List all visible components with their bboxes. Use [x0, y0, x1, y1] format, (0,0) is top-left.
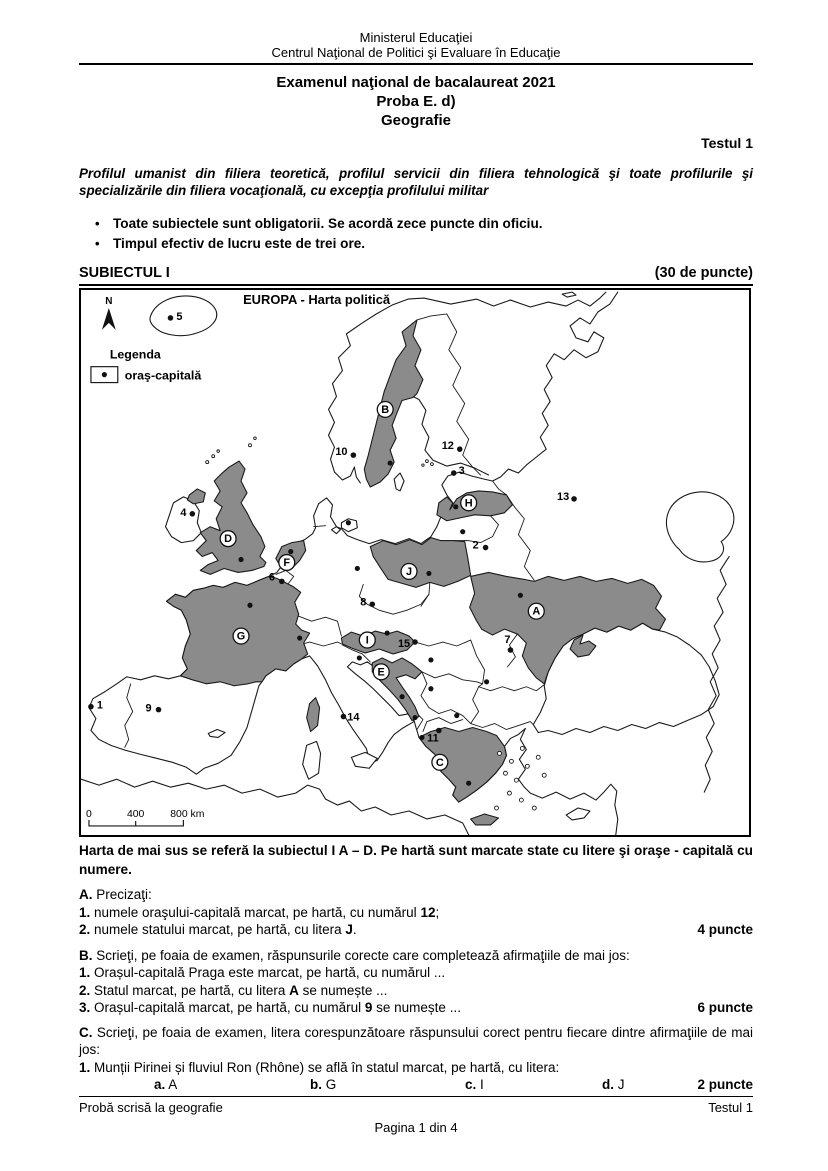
map-number-9: 9 [145, 702, 152, 715]
item-number: 1. [79, 965, 91, 980]
instruction-item [79, 214, 753, 234]
instructions [79, 214, 753, 254]
map-number-15: 15 [397, 638, 411, 651]
footer-left: Probă scrisă la geografie [79, 1100, 223, 1115]
map-number-6: 6 [268, 571, 275, 584]
section-c [79, 1024, 753, 1095]
scale-400: 400 [126, 808, 145, 820]
bullet-icon: • [95, 236, 100, 251]
ministry-line2: Centrul Naţional de Politici şi Evaluare în Educaţie [271, 45, 561, 60]
map-number-4: 4 [180, 506, 187, 519]
section-a-heading [79, 886, 753, 904]
europe-map [79, 288, 751, 837]
map-number-1: 1 [96, 699, 103, 712]
option-key: c. [465, 1077, 477, 1092]
points-badge: 2 puncte [697, 1077, 753, 1092]
map-letter-F: F [283, 556, 291, 569]
capital-dot-bucharest [484, 679, 489, 684]
option-value: I [476, 1077, 484, 1092]
capital-dot-london [238, 557, 243, 562]
item-number: 3. [79, 1000, 91, 1015]
points-badge: 6 puncte [697, 1000, 753, 1015]
capital-dot-2 [483, 545, 489, 551]
section-b-item-2 [79, 982, 753, 1000]
exam-title-line3: Geografie [380, 112, 452, 129]
section-a-letter: A. [79, 887, 93, 902]
europe-map-svg [81, 290, 749, 835]
ministry-line1: Ministerul Educaţiei [359, 30, 473, 45]
capital-dot-3 [451, 470, 457, 476]
option-value: G [322, 1077, 337, 1092]
capital-dot-14 [341, 714, 347, 720]
exam-title-line1: Examenul naţional de bacalaureat 2021 [276, 74, 556, 91]
section-a [79, 886, 753, 939]
capital-dot-berlin [355, 566, 360, 571]
map-letter-D: D [224, 533, 233, 546]
profile-note: Profilul umanist din filiera teoretică, profilul servicii din filiera tehnologică şi toate profilurile şi specializările din filiera vocaţională, cu excepţia profilului militar [79, 166, 753, 198]
map-letter-H: H [464, 497, 473, 510]
capital-dot-5 [168, 315, 174, 321]
item-strong: 9 [364, 1000, 373, 1015]
section-a-item-2 [79, 921, 753, 939]
capital-dot-ljubljana [357, 655, 362, 660]
scale-800km: 800 km [170, 808, 205, 820]
option-key: a. [154, 1077, 166, 1092]
section-c-head-text: Scrieţi, pe foaia de examen, litera corespunzătoare răspunsului corect pentru fiecare dintre afirmaţiile de mai jos: [79, 1024, 753, 1057]
map-number-3: 3 [458, 465, 465, 478]
section-c-question-1 [79, 1059, 753, 1077]
option-d [602, 1076, 625, 1094]
section-a-head-text: Precizaţi: [92, 887, 152, 902]
ministry-header [79, 0, 753, 60]
option-key: b. [310, 1077, 322, 1092]
capital-dot-vilnius [460, 529, 465, 534]
answer-options [79, 1076, 753, 1094]
capital-dot-9 [156, 707, 162, 713]
exam-title [79, 73, 753, 130]
subject-points: (30 de puncte) [654, 265, 753, 281]
item-number: 2. [79, 982, 91, 998]
map-letter-C: C [435, 756, 444, 769]
north-label: N [105, 296, 113, 308]
exam-title-line2: Proba E. d) [376, 93, 456, 110]
capital-dot-bern [297, 635, 302, 640]
map-number-8: 8 [360, 596, 367, 609]
section-b-head-text: Scrieţi, pe foaia de examen, răspunsurile corecte care completează afirmaţiile de mai jos: [92, 947, 630, 963]
item-text: numele oraşului-capitală marcat, pe hartă, cu numărul [90, 904, 421, 920]
capital-dot-sarajevo [399, 694, 404, 699]
item-text-post: . [352, 922, 357, 937]
instruction-item [79, 234, 753, 254]
option-b [310, 1076, 465, 1094]
capital-dot-10 [351, 452, 357, 458]
capital-dot-tirana [419, 735, 424, 740]
capital-dot-amsterdam [288, 549, 293, 554]
option-value: A [165, 1077, 178, 1092]
map-number-12: 12 [441, 440, 454, 453]
capital-dot-sofia [454, 713, 459, 718]
capital-dot-warsaw [426, 571, 431, 576]
map-number-2: 2 [472, 539, 479, 552]
section-b-item-3 [79, 999, 753, 1017]
map-letter-I: I [365, 634, 369, 647]
capital-dot-7 [508, 647, 514, 653]
scale-0: 0 [86, 808, 92, 820]
subject-heading [79, 264, 753, 286]
capital-dot-13 [571, 496, 577, 502]
section-c-heading [79, 1024, 753, 1059]
option-key: d. [602, 1077, 614, 1092]
section-b-letter: B. [79, 947, 93, 963]
capital-dot-athens [466, 781, 471, 786]
item-strong: A [289, 982, 299, 998]
footer-row [79, 1096, 753, 1115]
capital-dot-stockholm [388, 461, 393, 466]
item-text: numele statului marcat, pe hartă, cu litera [90, 922, 346, 937]
capital-dot-6 [279, 579, 285, 585]
map-letter-G: G [236, 630, 246, 643]
map-letter-B: B [381, 403, 390, 416]
footer-right: Testul 1 [708, 1100, 753, 1115]
map-letter-E: E [377, 666, 385, 679]
capital-dot-belgrade [428, 686, 433, 691]
section-c-letter: C. [79, 1024, 93, 1040]
capital-dot-15 [412, 639, 418, 645]
test-label: Testul 1 [701, 135, 753, 151]
map-number-10: 10 [335, 446, 348, 459]
map-number-11: 11 [427, 732, 439, 745]
legend-item-label: oraş-capitală [124, 368, 202, 383]
section-b-item-1 [79, 964, 753, 982]
item-strong: 12 [420, 904, 436, 920]
header-divider [79, 63, 753, 65]
capital-dot-paris [247, 603, 252, 608]
page-footer [79, 1096, 753, 1135]
instruction-text: Toate subiectele sunt obligatorii. Se acordă zece puncte din oficiu. [113, 216, 543, 231]
points-badge: 4 puncte [697, 922, 753, 937]
item-text: Orașul-capitală Praga este marcat, pe hartă, cu numărul ... [90, 965, 446, 980]
capital-dot-vienna [385, 630, 390, 635]
capital-dot-riga [453, 504, 458, 509]
item-number: 2. [79, 922, 91, 937]
item-number: 1. [79, 1059, 91, 1075]
capital-dot-podgorica [412, 715, 417, 720]
bullet-icon: • [95, 216, 100, 231]
question-text: Munții Pirinei și fluviul Ron (Rhône) se află în statul marcat, pe hartă, cu litera: [90, 1059, 560, 1075]
option-value: J [614, 1077, 625, 1092]
capital-dot-budapest [428, 657, 433, 662]
section-b-heading [79, 947, 753, 965]
map-letter-J: J [405, 565, 413, 578]
subject-label: SUBIECTUL I [79, 265, 170, 281]
map-number-13: 13 [557, 490, 570, 503]
map-number-14: 14 [347, 711, 360, 724]
capital-dot-12 [457, 446, 463, 452]
item-strong: J [345, 922, 353, 937]
section-b [79, 947, 753, 1017]
option-a [154, 1076, 310, 1094]
capital-dot-4 [190, 511, 196, 517]
instruction-text: Timpul efectiv de lucru este de trei ore. [113, 236, 366, 251]
item-text: Statul marcat, pe hartă, cu litera [90, 982, 290, 998]
item-number: 1. [79, 904, 91, 920]
capital-dot-1 [88, 704, 94, 710]
item-text-post: se numește ... [372, 1000, 461, 1015]
map-title: EUROPA - Harta politică [243, 292, 391, 308]
map-number-5: 5 [176, 310, 183, 323]
section-a-item-1 [79, 904, 753, 922]
map-note: Harta de mai sus se referă la subiectul I A – D. Pe hartă sunt marcate state cu litere şi oraşe - capitală cu numere. [79, 843, 753, 877]
footer-page-number: Pagina 1 din 4 [374, 1120, 458, 1135]
map-letter-A: A [532, 605, 541, 618]
item-text-post: se numește ... [298, 982, 388, 998]
page-content [79, 0, 753, 1094]
option-c [465, 1076, 602, 1094]
capital-dot-kyiv [518, 593, 523, 598]
capital-dot-8 [369, 601, 375, 607]
map-number-7: 7 [504, 634, 511, 647]
item-text: Orașul-capitală marcat, pe hartă, cu numărul [90, 1000, 365, 1015]
legend-title: Legenda [109, 347, 161, 362]
capital-dot-copenhagen [346, 520, 351, 525]
item-text-post: ; [435, 904, 440, 920]
legend-capital-dot-icon [102, 372, 107, 377]
